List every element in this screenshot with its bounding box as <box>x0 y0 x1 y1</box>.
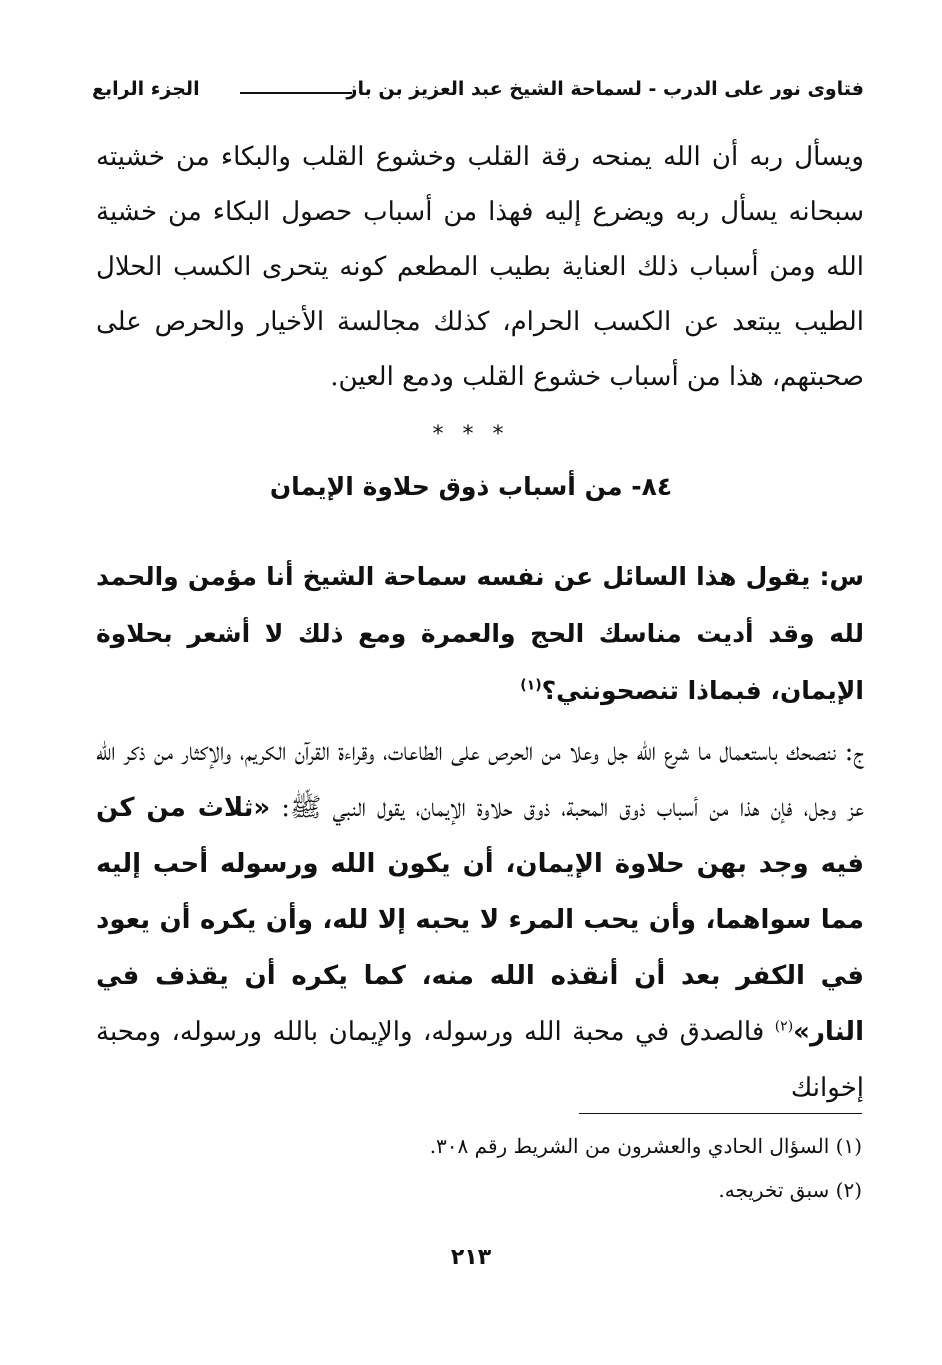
footnotes <box>162 1124 862 1212</box>
header-title: فتاوى نور على الدرب - لسماحة الشيخ عبد العزيز بن باز <box>346 78 864 100</box>
header-part: الجزء الرابع <box>92 78 200 100</box>
footnote-separator <box>579 1113 862 1114</box>
header-rule <box>240 92 352 94</box>
paragraph-1: ويسأل ربه أن الله يمنحه رقة القلب وخشوع القلب والبكاء من خشيته سبحانه يسأل ربه ويضرع إليه فهذا من أسباب حصول البكاء من خشية الله ومن أسباب ذلك العناية بطيب المطعم كونه يتحرى الكسب الحلال الطيب يبتعد عن الكسب الحرام، كذلك مجالسة الأخيار والحرص على صحبتهم، هذا من أسباب خشوع القلب ودمع العين. <box>96 142 864 392</box>
section-separator: * * * <box>432 422 510 447</box>
question-text: س: يقول هذا السائل عن نفسه سماحة الشيخ أنا مؤمن والحمد لله وقد أديت مناسك الحج والعمرة ومع ذلك لا أشعر بحلاوة الإيمان، فبماذا تنصحونني؟ <box>96 562 864 705</box>
answer-continuation: فالصدق في محبة الله ورسوله، والإيمان بالله ورسوله، ومحبة إخوانك <box>96 1017 864 1103</box>
footnote-ref-1: (١) <box>520 677 542 694</box>
answer <box>96 724 864 1116</box>
question <box>96 548 864 719</box>
answer-intro: ج: ننصحك باستعمال ما شرع الله جل وعلا من الحرص على الطاعات، وقراءة القرآن الكريم، والإكثار من ذكر الله عز وجل، فإن هذا من أسباب ذوق المحبة، ذوق حلاوة الإيمان، يقول النبي ﷺ: <box>96 737 865 823</box>
footnote-2: (٢) سبق تخريجه. <box>718 1178 862 1202</box>
footnote-1: (١) السؤال الحادي والعشرون من الشريط رقم ٣٠٨. <box>429 1134 862 1158</box>
running-header <box>92 74 864 108</box>
hadith-quote: «ثلاث من كن فيه وجد بهن حلاوة الإيمان، أن يكون الله ورسوله أحب إليه مما سواهما، وأن يحب المرء لا يحبه إلا لله، وأن يكره أن يعود في الكفر بعد أن أنقذه الله منه، كما يكره أن يقذف في النار» <box>96 793 864 1047</box>
footnote-ref-2: (٢) <box>774 1018 794 1035</box>
section-title: ٨٤- من أسباب ذوق حلاوة الإيمان <box>269 472 673 501</box>
page-number: ٢١٣ <box>450 1245 492 1270</box>
